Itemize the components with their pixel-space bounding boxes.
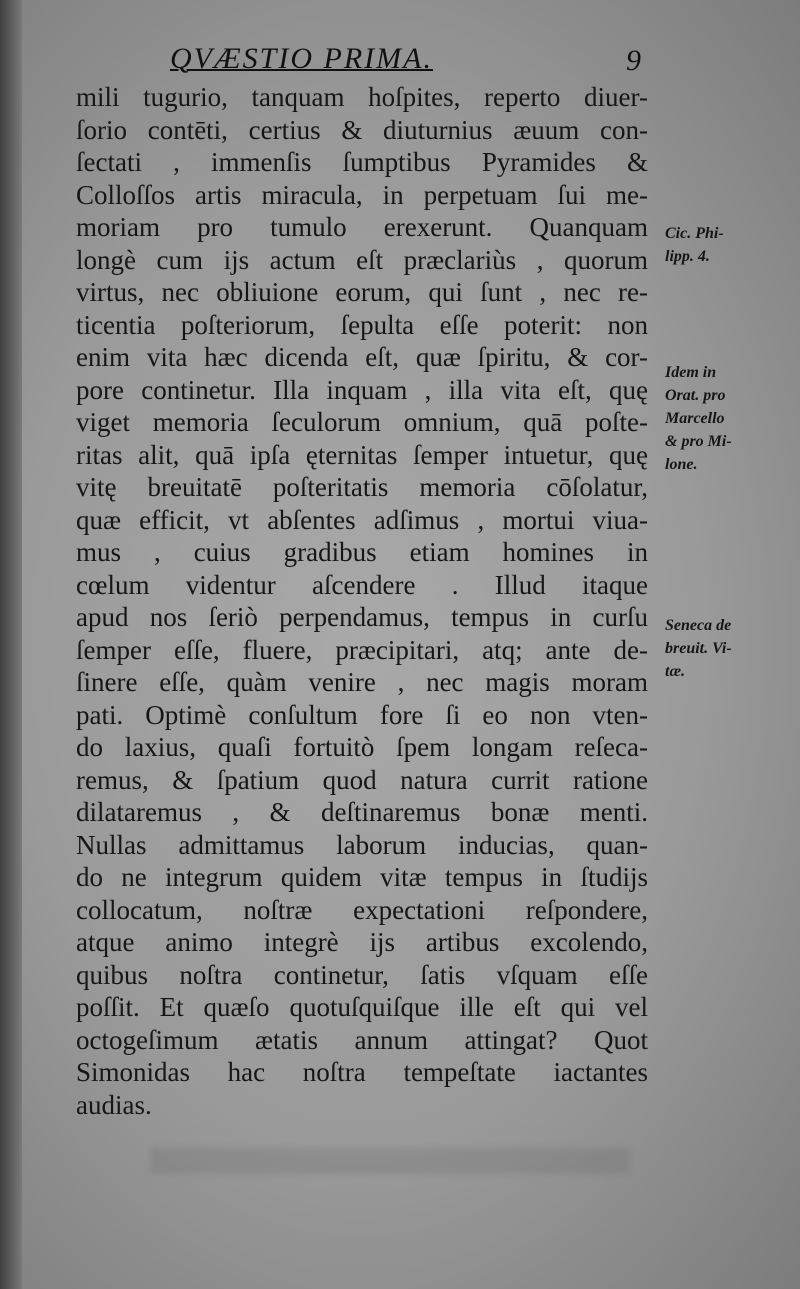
text-line: quibus noſtra continetur, ſatis vſquam eſſe [76, 959, 648, 990]
text-line: cœlum videntur aſcendere . Illud itaque [76, 569, 648, 600]
running-head [170, 42, 550, 76]
page-number: 9 [626, 44, 641, 77]
text-line: vitę breuitatē poſteritatis memoria cōſolatur, [76, 472, 648, 502]
text-line: ſinere eſſe, quàm venire , nec magis moram [76, 667, 648, 697]
margin-note-seneca: Seneca de breuit. Vi- tæ. [665, 617, 732, 680]
margin-note-cicero: Cic. Phi- lipp. 4. [665, 225, 724, 265]
text-line: do laxius, quaſi fortuitò ſpem longam reſeca- [76, 732, 648, 762]
text-line: viget memoria ſeculorum omnium, quā poſte- [76, 407, 648, 437]
running-title: QVÆSTIO PRIMA. [170, 42, 433, 75]
text-line: longè cum ijs actum eſt præclariùs , quorum [76, 244, 648, 275]
text-line: quæ efficit, vt abſentes adſimus , mortui viua- [76, 504, 648, 535]
show-through-bleed [150, 1148, 630, 1174]
margin-note-idem: Idem in Orat. pro Marcello & pro Mi- lone. [665, 364, 732, 473]
text-line: atque animo integrè ijs artibus excolendo, [76, 927, 648, 957]
text-line: ſectati , immenſis ſumptibus Pyramides & [76, 147, 648, 177]
text-line: collocatum, noſtræ expectationi reſpondere, [76, 894, 648, 925]
text-line: mili tugurio, tanquam hoſpites, reperto diuer- [76, 82, 648, 112]
page-gutter-shadow [0, 0, 22, 1289]
text-line: remus, & ſpatium quod natura currit ratione [76, 764, 648, 795]
text-line: mus , cuius gradibus etiam homines in [76, 537, 648, 567]
text-line: ritas alit, quā ipſa ęternitas ſemper intuetur, quę [76, 439, 648, 470]
text-line: do ne integrum quidem vitæ tempus in ſtudijs [76, 862, 648, 892]
text-line: ſemper eſſe, fluere, præcipitari, atq; ante de- [76, 634, 648, 665]
text-line: Nullas admittamus laborum inducias, quan- [76, 829, 648, 860]
text-line: pati. Optimè conſultum fore ſi eo non vten- [76, 699, 648, 730]
text-line: ſorio contēti, certius & diuturnius æuum con- [76, 114, 648, 145]
text-line: enim vita hæc dicenda eſt, quæ ſpiritu, & cor- [76, 342, 648, 372]
text-line: apud nos ſeriò perpendamus, tempus in curſu [76, 602, 648, 632]
text-line: Simonidas hac noſtra tempeſtate iactantes [76, 1057, 648, 1087]
text-line-last: audias. [76, 1089, 152, 1120]
text-line: pore continetur. Illa inquam , illa vita eſt, quę [76, 374, 648, 405]
text-line: poſſit. Et quæſo quotuſquiſque ille eſt qui vel [76, 992, 648, 1022]
text-line: moriam pro tumulo erexerunt. Quanquam [76, 212, 648, 242]
text-line: ticentia poſteriorum, ſepulta eſſe poterit: non [76, 309, 648, 340]
text-line: octogeſimum ætatis annum attingat? Quot [76, 1024, 648, 1055]
text-line: Colloſſos artis miracula, in perpetuam ſui me- [76, 179, 648, 210]
text-line: dilataremus , & deſtinaremus bonæ menti. [76, 797, 648, 827]
text-line: virtus, nec obliuione eorum, qui ſunt , nec re- [76, 277, 648, 307]
body-text [76, 81, 656, 1121]
